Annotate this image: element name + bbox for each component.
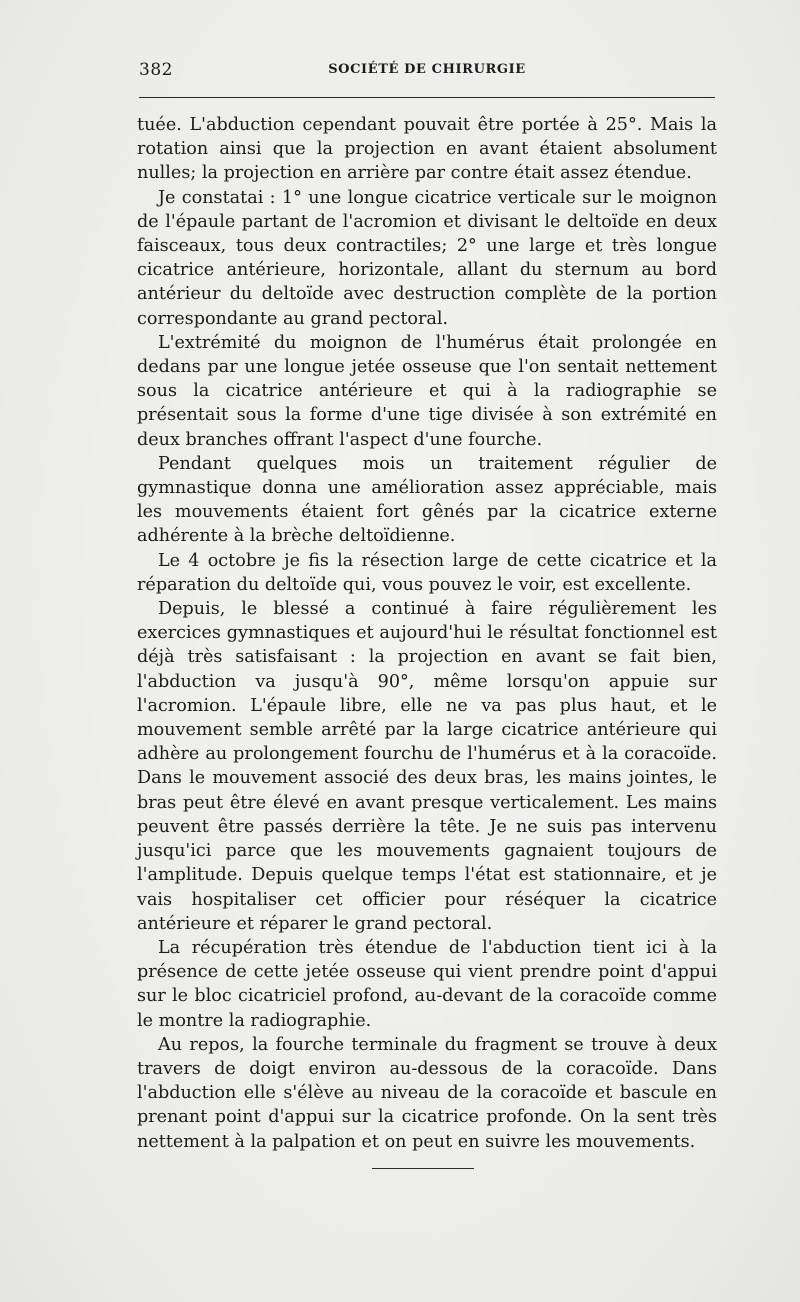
page-header <box>139 60 715 84</box>
paragraph-1: tuée. L'abduction cependant pouvait être portée à 25°. Mais la rotation ainsi que la projection en avant étaient absolument nulles; la projection en arrière par contre était assez étendue. <box>137 115 717 184</box>
paragraph-5: Le 4 octobre je fis la résection large de cette cicatrice et la réparation du deltoïde qui, vous pouvez le voir, est excellente. <box>137 550 717 595</box>
end-rule <box>372 1168 474 1169</box>
paragraph-6: Depuis, le blessé a continué à faire régulièrement les exercices gymnastiques et aujourd'hui le résultat fonctionnel est déjà très satisfaisant : la projection en avant se fait bien, l'abduction va jusqu'à 90°, même lorsqu'on appuie sur l'acromion. L'épaule libre, elle ne va pas plus haut, et le mouvement semble arrêté par la large cicatrice antérieure qui adhère au prolongement fourchu de l'humérus et à la coracoïde. Dans le mouvement associé des deux bras, les mains jointes, le bras peut être élevé en avant presque verticalement. Les mains peuvent être passés derrière la tête. Je ne suis pas intervenu jusqu'ici parce que les mouvements gagnaient toujours de l'amplitude. Depuis quelque temps l'état est stationnaire, et je vais hospitaliser cet officier pour réséquer la cicatrice antérieure et réparer le grand pectoral. <box>137 599 717 934</box>
paragraph-7: La récupération très étendue de l'abduction tient ici à la présence de cette jetée osseuse qui vient prendre point d'appui sur le bloc cicatriciel profond, au-devant de la coracoïde comme le montre la radiographie. <box>137 937 717 1031</box>
paragraph-3: L'extrémité du moignon de l'humérus était prolongée en dedans par une longue jetée osseuse que l'on sentait nettement sous la cicatrice antérieure et qui à la radiographie se présentait sous la forme d'une tige divisée à son extrémité en deux branches offrant l'aspect d'une fourche. <box>137 332 717 450</box>
page-number: 382 <box>139 60 173 80</box>
paragraph-8: Au repos, la fourche terminale du fragment se trouve à deux travers de doigt environ au-dessous de la coracoïde. Dans l'abduction elle s'élève au niveau de la coracoïde et bascule en prenant point d'appui sur la cicatrice profonde. On la sent très nettement à la palpation et on peut en suivre les mouvements. <box>137 1034 717 1152</box>
paragraph-2: Je constatai : 1° une longue cicatrice verticale sur le moignon de l'épaule partant de l'acromion et divisant le deltoïde en deux faisceaux, tous deux contractiles; 2° une large et très longue cicatrice antérieure, horizontale, allant du sternum au bord antérieur du deltoïde avec destruction complète de la portion correspondante au grand pectoral. <box>137 187 717 329</box>
body-text <box>137 113 717 1154</box>
running-head: SOCIÉTÉ DE CHIRURGIE <box>328 62 526 77</box>
header-rule <box>139 97 715 98</box>
paragraph-4: Pendant quelques mois un traitement régulier de gymnastique donna une amélioration assez appréciable, mais les mouvements étaient fort gênés par la cicatrice externe adhérente à la brèche deltoïdienne. <box>137 453 717 547</box>
